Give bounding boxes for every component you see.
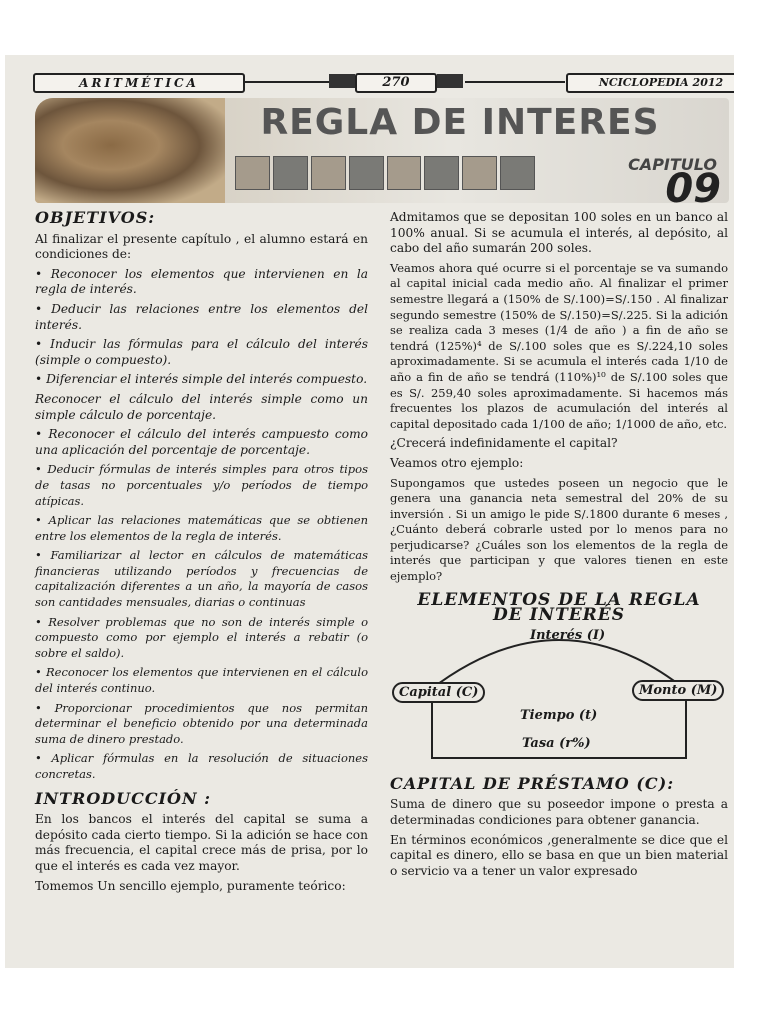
header-ornament <box>329 74 355 88</box>
objective-item: • Reconocer el cálculo del interés campuesto como una aplicación del porcentaje de porcentaje. <box>35 427 368 457</box>
elementos-heading: DE INTERÉS <box>492 605 626 626</box>
body-paragraph: Supongamos que ustedes poseen un negocio que le genera una ganancia neta semestral del 20% de su inversión . Si un amigo le pide S/.1800 durante 6 meses , ¿Cuánto deberá cobrarle usted por lo menos para no perjudicarse? ¿Cuáles son los elementos de la regla de interés que participan y que valores tienen en este ejemplo? <box>390 475 728 584</box>
objective-item: • Deducir fórmulas de interés simples para otros tipos de tasas no porcentuales y/o períodos de tiempo atípicas. <box>35 462 368 508</box>
tiempo-label: Tiempo (t) <box>520 707 598 723</box>
elements-diagram <box>390 627 728 770</box>
objective-item: • Inducir las fórmulas para el cálculo del interés (simple o compuesto). <box>35 337 368 367</box>
chapter-title: REGLA DE INTERES <box>260 102 660 143</box>
body-paragraph: Veamos ahora qué ocurre si el porcentaje se va sumando al capital inicial cada medio año. Al finalizar el primer semestre llegará a (150% de S/.100)=S/.150 . Al finalizar segundo semestre (150% de S/.150)=S/.225. Si la adición se realiza cada 3 meses (1/4 de año ) a fin de año se tendrá (125%)⁴ de S/.100 soles que es S/.224,10 soles aproximadamente. Si se acumula el interés cada 1/10 de año a fin de año se tendrá (110%)¹⁰ de S/.100 soles que es S/. 259,40 soles aproximadamente. Si hacemos más frecuentes los plazos de acumulación del interés al capital depositado cada 1/100 de año; 1/1000 de año, etc. <box>390 260 728 431</box>
body-paragraph: Veamos otro ejemplo: <box>390 455 524 470</box>
tasa-label: Tasa (r%) <box>522 735 591 751</box>
running-header <box>33 73 728 91</box>
objective-item: • Familiarizar al lector en cálculos de matemáticas financieras utilizando períodos y frecuencias de capitalización diferentes a un año, la mayoría de casos son cantidades mensuales, diarias o continuas <box>35 548 368 610</box>
objective-item: • Resolver problemas que no son de interés simple o compuesto como por ejemplo el interés a rebatir (o sobre el saldo). <box>35 614 368 660</box>
right-column <box>390 210 728 883</box>
capital-node: Capital (C) <box>392 682 485 704</box>
body-paragraph: ¿Crecerá indefinidamente el capital? <box>390 436 618 451</box>
objective-item: • Deducir las relaciones entre los elementos del interés. <box>35 301 368 332</box>
intro-paragraph: En los bancos el interés del capital se suma a depósito cada cierto tiempo. Si la adición se hace con más frecuencia, el capital crece más de prisa, por lo que el interés es cada vez mayor. <box>35 812 368 873</box>
chapter-banner <box>35 98 729 203</box>
objective-item: • Proporcionar procedimientos que nos permitan determinar el beneficio obtenido por una determinada suma de dinero prestado. <box>35 700 368 746</box>
header-rule <box>465 81 565 83</box>
interes-label: Interés (I) <box>530 627 606 643</box>
encyclopedia-label: NCICLOPEDIA 2012 <box>566 73 734 93</box>
objective-item: • Diferenciar el interés simple del interés compuesto. <box>35 372 368 387</box>
body-paragraph: En términos económicos ,generalmente se dice que el capital es dinero, ello se basa en que un bien material o servicio va a tener un valor expresado <box>390 832 728 878</box>
header-ornament <box>437 74 463 88</box>
chapter-label: CAPITULO <box>628 155 717 174</box>
objective-item: • Reconocer los elementos que intervienen en la regla de interés. <box>35 266 368 297</box>
monto-node: Monto (M) <box>632 680 724 702</box>
objective-item: • Reconocer los elementos que intervienen en el cálculo del interés continuo. <box>35 665 368 696</box>
chapter-number: 09 <box>665 166 721 203</box>
book-page <box>5 55 734 968</box>
body-paragraph: Admitamos que se depositan 100 soles en un banco al 100% anual. Si se acumula el interés, al depósito, al cabo del año sumarán 200 soles. <box>390 210 728 256</box>
body-paragraph: Suma de dinero que su poseedor impone o presta a determinadas condiciones para obtener ganancia. <box>390 797 728 828</box>
objective-item: • Aplicar las relaciones matemáticas que se obtienen entre los elementos de la regla de interés. <box>35 513 368 543</box>
objetivos-heading: OBJETIVOS: <box>35 208 156 227</box>
capital-heading: CAPITAL DE PRÉSTAMO (C): <box>390 773 675 793</box>
image-strip <box>235 156 535 190</box>
page-number: 270 <box>355 73 437 93</box>
tiger-illustration <box>35 98 225 203</box>
intro-paragraph: Tomemos Un sencillo ejemplo, puramente teórico: <box>35 878 346 893</box>
objetivos-intro: Al finalizar el presente capítulo , el alumno estará en condiciones de: <box>35 231 368 262</box>
left-column <box>35 210 368 898</box>
elementos-heading: ELEMENTOS DE LA REGLA <box>417 589 701 610</box>
objective-item: • Aplicar fórmulas en la resolución de situaciones concretas. <box>35 751 368 781</box>
subject-label: ARITMÉTICA <box>33 73 245 93</box>
objective-item: Reconocer el cálculo del interés simple como un simple cálculo de porcentaje. <box>35 391 368 422</box>
introduccion-heading: INTRODUCCIÓN : <box>35 788 212 808</box>
